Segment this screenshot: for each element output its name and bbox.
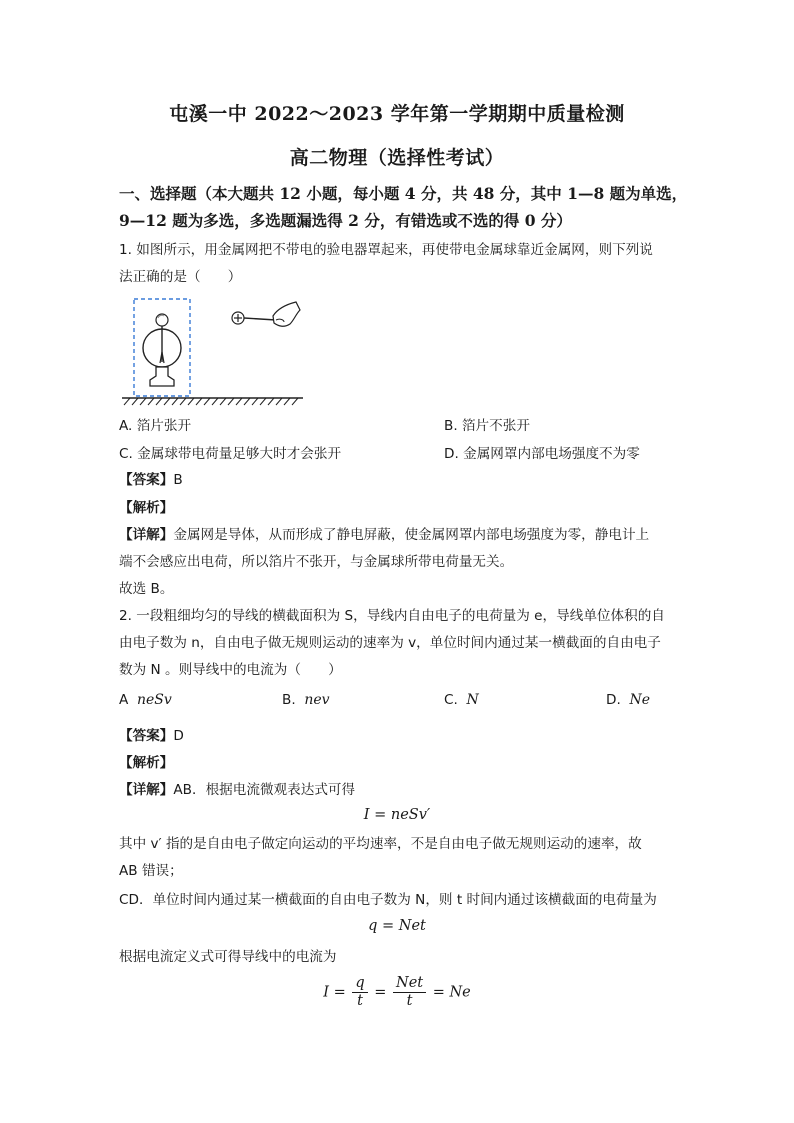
q1-stem-line1: 1. 如图所示，用金属网把不带电的验电器罩起来，再使带电金属球靠近金属网，则下列说: [119, 242, 653, 258]
q1-option-a: A. 箔片张开: [119, 418, 192, 434]
page-subtitle: 高二物理（选择性考试）: [289, 147, 505, 169]
hand-icon: [273, 302, 300, 326]
electroscope-stand: [150, 367, 174, 386]
q1-answer-value: B: [173, 472, 183, 488]
q1-option-d: D. 金属网罩内部电场强度不为零: [444, 446, 640, 462]
q2-note-line2: AB 错误；: [119, 863, 183, 879]
q2-definition-line: 根据电流定义式可得导线中的电流为: [119, 949, 337, 965]
q2-equation-3: I = $\frac{q}{t}$ = $\frac{\text{Net}}{t}$ = Ne: [323, 975, 471, 1009]
q1-stem-line2: 法正确的是（ ）: [119, 269, 242, 285]
q2-stem-line2: 由电子数为 n，自由电子做无规则运动的速率为 v，单位时间内通过某一横截面的自由电子: [119, 635, 661, 651]
q1-answer-tag: 【答案】: [119, 472, 174, 488]
q2-equation-1: I = neSv′: [363, 807, 431, 823]
section-heading-line1: 一、选择题（本大题共 12 小题，每小题 4 分，共 48 分，其中 1—8 题为单选，: [119, 184, 688, 203]
electroscope-figure: [118, 290, 308, 410]
q2-option-b: B. nev: [282, 692, 330, 708]
q2-detail-ab: [119, 780, 355, 800]
q2-stem-line3: 数为 N 。则导线中的电流为（ ）: [119, 662, 342, 678]
page-title: 屯溪一中 2022～2023 学年第一学期期中质量检测: [169, 103, 625, 125]
q1-detail-line1: [119, 525, 649, 545]
q2-note-line1: 其中 v′ 指的是自由电子做定向运动的平均速率，不是自由电子做无规则运动的速率，故: [119, 836, 642, 852]
q2-option-d: D. Ne: [606, 692, 650, 708]
q1-analysis-tag: 【解析】: [119, 500, 174, 516]
q2-equation-2: q = Net: [368, 918, 426, 934]
q2-detail-tag: 【详解】: [119, 782, 174, 798]
fraction-q-over-t: $\frac{q}{t}$: [352, 975, 367, 1010]
section-heading-line2: 9—12 题为多选，多选题漏选得 2 分，有错选或不选的得 0 分）: [119, 211, 572, 230]
q1-option-b: B. 箔片不张开: [444, 418, 530, 434]
q1-detail-text1: 金属网是导体，从而形成了静电屏蔽，使金属网罩内部电场强度为零，静电计上: [173, 527, 650, 543]
q2-answer: [119, 726, 184, 746]
q2-stem-line1: 2. 一段粗细均匀的导线的横截面积为 S，导线内自由电子的电荷量为 e，导线单位体积的自: [119, 608, 665, 624]
fraction-net-over-t: $\frac{\text{Net}}{t}$: [393, 975, 426, 1010]
q2-cd-line: CD．单位时间内通过某一横截面的自由电子数为 N，则 t 时间内通过该横截面的电荷量为: [119, 892, 657, 908]
q1-conclusion: 故选 B。: [119, 581, 174, 597]
q1-answer: [119, 470, 183, 490]
q1-detail-tag: 【详解】: [119, 527, 174, 543]
q2-analysis-tag: 【解析】: [119, 755, 174, 771]
q2-option-c: C. N: [444, 692, 479, 708]
q1-option-c: C. 金属球带电荷量足够大时才会张开: [119, 446, 342, 462]
q1-detail-line2: 端不会感应出电荷，所以箔片不张开，与金属球所带电荷量无关。: [119, 554, 514, 570]
q2-answer-value: D: [173, 728, 184, 744]
q2-detail-ab-text: AB．根据电流微观表达式可得: [173, 782, 356, 798]
q2-option-a: A neSv: [119, 692, 172, 708]
q2-answer-tag: 【答案】: [119, 728, 174, 744]
